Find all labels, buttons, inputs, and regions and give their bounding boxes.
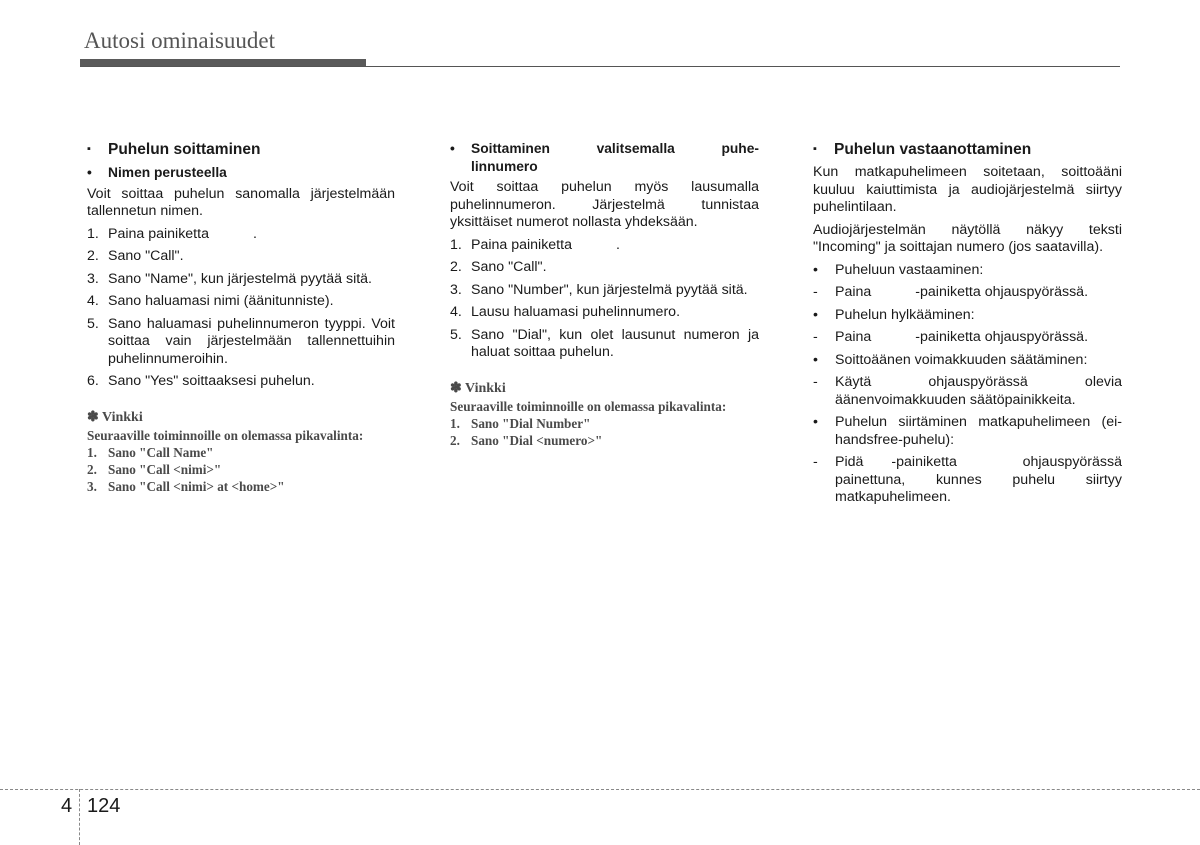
item-text: Käytä ohjauspyörässä olevia äänenvoimakkuuden säätöpainikkeita. [835,374,1122,408]
item-text: Paina [835,329,872,345]
tip-intro: Seuraaville toiminnoille on olemassa pikavalinta: [450,398,727,414]
tip-text: Sano "Call <nimi>" [108,461,222,477]
bullet-icon: • [813,414,818,430]
step-text: Sano "Yes" soittaaksesi puhelun. [108,373,315,389]
footer-divider [79,789,80,845]
list-item [87,373,395,391]
bullet-icon: • [813,306,818,323]
list-item [813,262,1122,280]
list-item [813,284,1122,302]
tip-title: ✽ Vinkki [450,380,506,396]
list-item [813,329,1122,347]
bullet-icon: • [87,165,92,180]
list-item [87,444,395,461]
step-number: 3. [87,270,99,287]
intro-paragraph: Voit soittaa puhelun myös lausumalla puhelinnumeron. Järjestelmä tunnistaa yksittäiset numerot nollasta yhdeksään. [450,179,759,230]
footer-rule [0,789,1200,790]
list-item [813,454,1122,507]
subheading [450,140,759,158]
step-number: 3. [450,281,462,298]
list-item [87,226,395,244]
step-number: 2. [450,259,462,275]
list-item [450,259,759,277]
tip-box [87,409,395,495]
tip-number: 2. [450,432,460,448]
tip-number: 1. [450,415,460,431]
section-heading-text: Puhelun soittaminen [108,141,261,158]
steps-list [87,226,395,391]
item-text: Puheluun vastaaminen: [835,261,984,278]
list-item [87,271,395,289]
page-header-title: Autosi ominaisuudet [84,28,276,53]
subheading-text: linnumero [471,158,538,174]
subheading [87,164,395,182]
list-item [87,461,395,478]
dash-icon: - [813,284,818,300]
list-item [450,237,759,255]
step-text: Paina painiketta [471,236,572,253]
paragraph: Audiojärjestelmän näytöllä näkyy teksti "Incoming" ja soittajan numero (jos saatavilla). [813,221,1122,255]
item-text: Puhelun hylkääminen: [835,306,975,323]
square-bullet-icon: ▪ [87,143,91,155]
list-item [450,304,759,322]
section-heading [813,140,1122,159]
column-1 [87,140,395,495]
header-accent-bar [80,59,366,66]
step-number: 2. [87,248,99,264]
item-text: Soittoäänen voimakkuuden säätäminen: [835,351,1088,368]
bullet-icon: • [813,351,818,368]
list-item [450,415,759,432]
step-number: 4. [450,304,462,320]
list-item [87,478,395,495]
square-bullet-icon: ▪ [813,143,817,155]
tip-text: Sano "Call <nimi> at <home>" [108,478,285,494]
list-item [87,293,395,311]
tip-list [87,444,395,495]
column-3 [813,140,1122,512]
section-heading-text: Puhelun vastaanottaminen [834,141,1032,158]
item-text: -painiketta ohjauspyörässä painettuna, kunnes puhelu siirtyy matkapuhelimeen. [835,454,1122,505]
step-text: Sano "Dial", kun olet lausunut numeron ja haluat soittaa puhelun. [471,326,759,360]
item-text: Paina [835,284,872,300]
instruction-list [813,262,1122,507]
tip-box [450,380,759,449]
list-item [813,374,1122,409]
step-number: 5. [87,315,99,332]
step-text: . [615,236,620,253]
step-number: 6. [87,373,99,389]
tip-text: Sano "Dial Number" [471,415,591,431]
intro-paragraph: Voit soittaa puhelun sanomalla järjestelmään tallennetun nimen. [87,185,395,219]
steps-list [450,237,759,362]
tip-text: Sano "Dial <numero>" [471,432,603,448]
item-text: -painiketta ohjauspyörässä. [915,329,1089,345]
list-item [87,316,395,369]
step-text: Paina painiketta [108,225,209,242]
tip-number: 2. [87,461,97,477]
tip-title: ✽ Vinkki [87,409,143,425]
step-number: 1. [87,225,99,242]
step-text: Sano "Call". [108,248,184,264]
section-heading [87,140,395,159]
dash-icon: - [813,454,818,470]
step-text: Sano haluamasi nimi (äänitunniste). [108,293,334,309]
step-text: Sano "Name", kun järjestelmä pyytää sitä. [108,270,372,287]
tip-number: 3. [87,478,97,494]
header-rule [80,66,1120,67]
tip-intro: Seuraaville toiminnoille on olemassa pikavalinta: [87,427,364,443]
dash-icon: - [813,329,818,345]
step-text: Lausu haluamasi puhelinnumero. [471,304,681,320]
tip-number: 1. [87,444,97,460]
step-text: Sano "Number", kun järjestelmä pyytää sitä. [471,281,748,298]
step-text: Sano haluamasi puhelinnumeron tyyppi. Voit soittaa vain järjestelmään tallennettuihin puhelinnumeroihin. [108,315,395,367]
step-number: 5. [450,326,462,343]
step-text: Sano "Call". [471,259,547,275]
tip-list [450,415,759,449]
subheading-continued [450,158,759,176]
list-item [813,307,1122,325]
item-text: Puhelun siirtäminen matkapuhelimeen (ei-handsfree-puhelu): [835,414,1122,448]
item-text: -painiketta ohjauspyörässä. [915,284,1089,300]
page-number: 124 [87,795,121,817]
dash-icon: - [813,374,818,390]
subheading-text: Nimen perusteella [108,165,227,180]
subheading-text: Soittaminen valitsemalla puhe- [471,141,759,156]
chapter-number: 4 [61,795,73,817]
bullet-icon: • [450,141,455,156]
column-2 [450,140,759,449]
list-item [87,248,395,266]
step-text: . [252,225,257,242]
step-number: 1. [450,236,462,253]
list-item [450,327,759,362]
item-text: Pidä [835,454,864,470]
bullet-icon: • [813,261,818,278]
step-number: 4. [87,293,99,309]
list-item [813,352,1122,370]
list-item [813,414,1122,449]
tip-text: Sano "Call Name" [108,444,214,460]
paragraph: Kun matkapuhelimeen soitetaan, soittoääni kuuluu kaiuttimista ja audiojärjestelmä siirtyy puhelintilaan. [813,164,1122,215]
list-item [450,432,759,449]
list-item [450,282,759,300]
